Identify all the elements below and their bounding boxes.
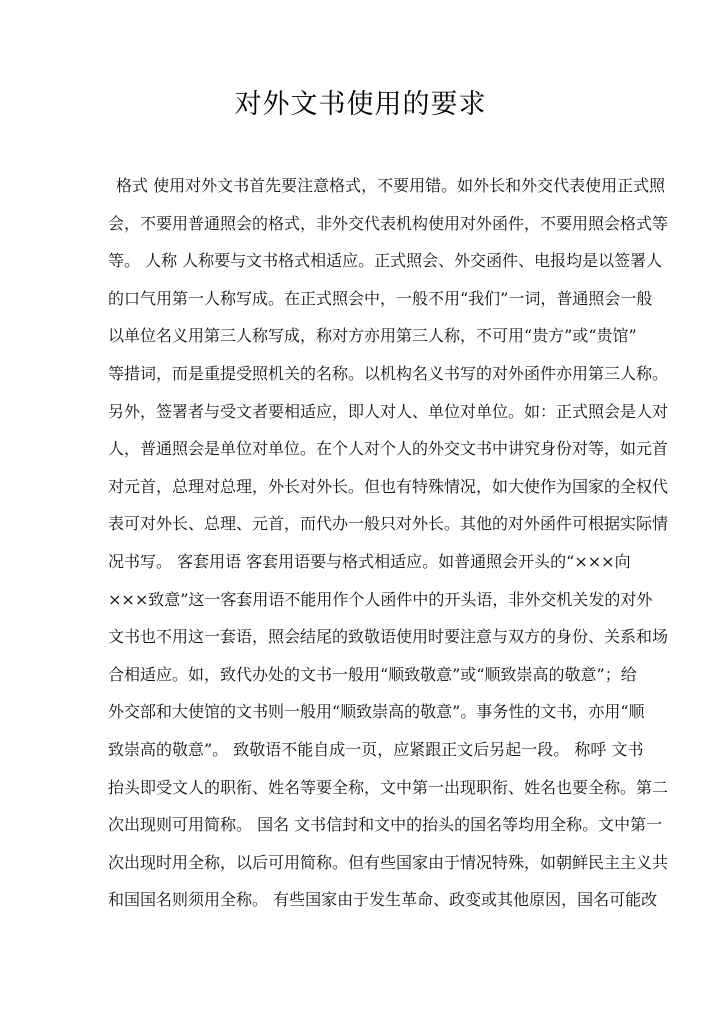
body-line: 另外，签署者与受文者要相适应，即人对人、单位对单位。如：正式照会是人对 <box>108 401 669 421</box>
body-line: 次出现则可用简称。 国名 文书信封和文中的抬头的国名等均用全称。文中第一 <box>108 815 663 835</box>
body-line: ×××致意”这一客套用语不能用作个人函件中的开头语，非外交机关发的对外 <box>108 589 653 609</box>
body-line: 的口气用第一人称写成。在正式照会中，一般不用“我们”一词，普通照会一般 <box>108 288 653 308</box>
body-line: 抬头即受文人的职衔、姓名等要全称，文中第一出现职衔、姓名也要全称。第二 <box>108 777 669 797</box>
document-body <box>108 167 669 919</box>
body-line: 等措词，而是重提受照机关的名称。以机构名义书写的对外函件亦用第三人称。 <box>108 363 669 383</box>
body-line: 表可对外长、总理、元首，而代办一般只对外长。其他的对外函件可根据实际情 <box>108 514 669 534</box>
body-line: 和国国名则须用全称。 有些国家由于发生革命、政变或其他原因，国名可能改 <box>108 890 658 910</box>
body-line: 对元首，总理对总理，外长对外长。但也有特殊情况，如大使作为国家的全权代 <box>108 476 669 496</box>
body-line: 合相适应。如，致代办处的文书一般用“顺致敬意”或“顺致崇高的敬意”；给 <box>108 664 637 684</box>
body-line: 以单位名义用第三人称写成，称对方亦用第三人称，不可用“贵方”或“贵馆” <box>108 326 637 346</box>
document-title: 对外文书使用的要求 <box>234 89 487 120</box>
body-line: 等。 人称 人称要与文书格式相适应。正式照会、外交函件、电报均是以签署人 <box>108 251 663 271</box>
body-line: 会，不要用普通照会的格式，非外交代表机构使用对外函件，不要用照会格式等 <box>108 213 669 233</box>
body-line: 文书也不用这一套语，照会结尾的致敬语使用时要注意与双方的身份、关系和场 <box>108 627 669 647</box>
body-line: 况书写。 客套用语 客套用语要与格式相适应。如普通照会开头的“×××向 <box>108 551 631 571</box>
body-line: 致崇高的敬意”。 致敬语不能自成一页，应紧跟正文后另起一段。 称呼 文书 <box>108 739 644 759</box>
body-line: 人，普通照会是单位对单位。在个人对个人的外交文书中讲究身份对等，如元首 <box>108 439 669 459</box>
body-line: 外交部和大使馆的文书则一般用“顺致崇高的敬意”。事务性的文书，亦用“顺 <box>108 702 645 722</box>
body-line: 次出现时用全称，以后可用简称。但有些国家由于情况特殊，如朝鲜民主主义共 <box>108 852 669 872</box>
body-line: 格式 使用对外文书首先要注意格式，不要用错。如外长和外交代表使用正式照 <box>116 176 666 195</box>
